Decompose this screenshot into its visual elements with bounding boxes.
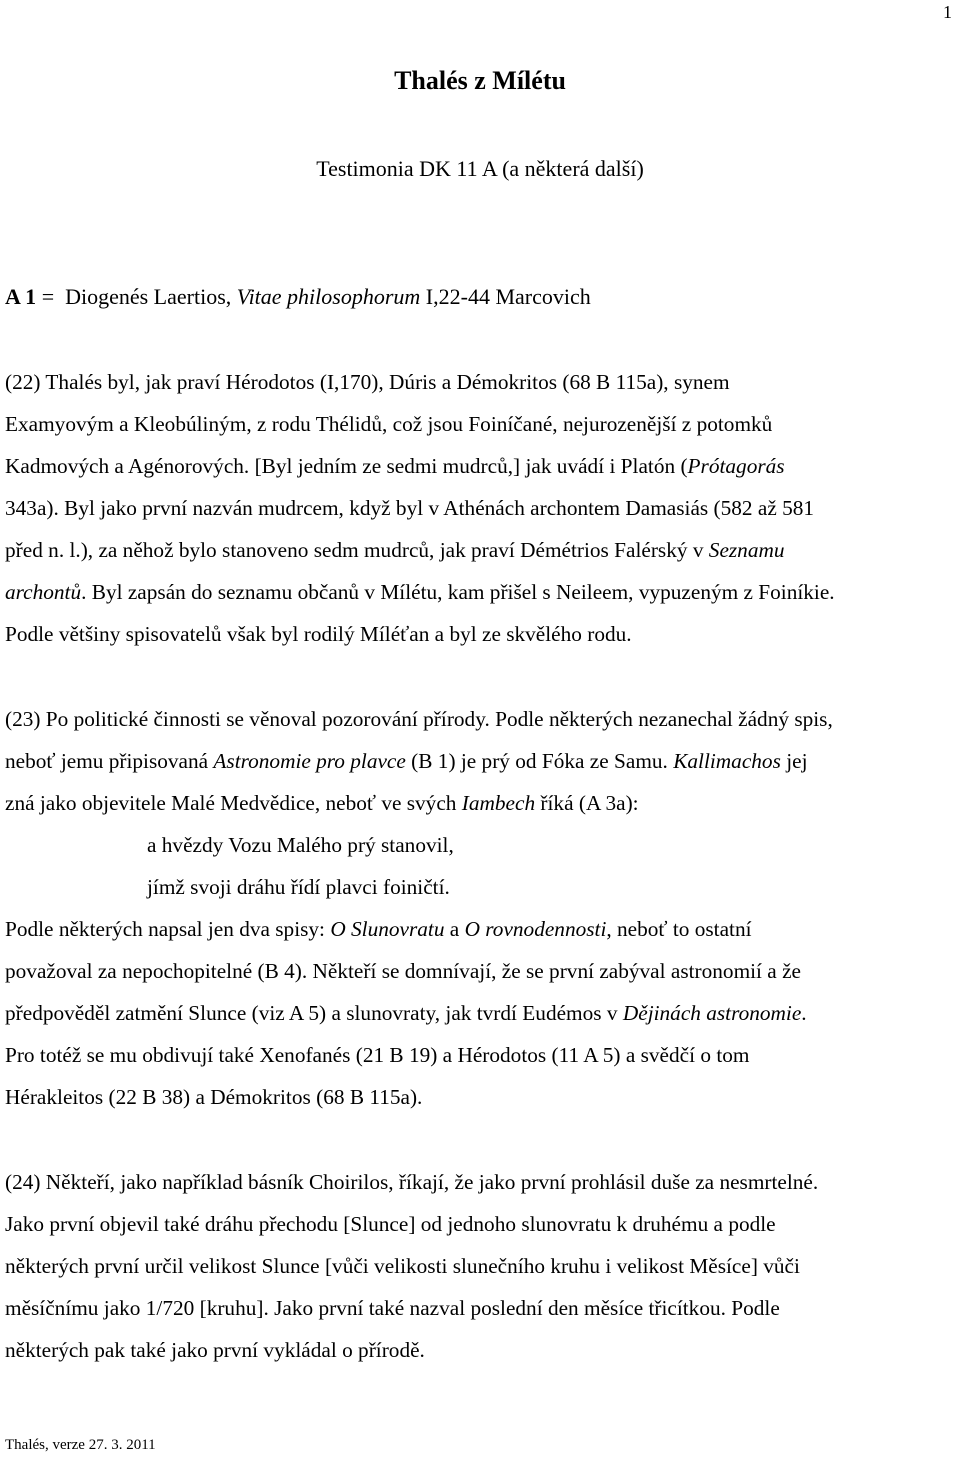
- text-line: (24) Někteří, jako například básník Choirilos, říkají, že jako první prohlásil duše za nesmrtelné.: [5, 1170, 819, 1194]
- text-line: [5, 571, 955, 613]
- testimony-label: A 1: [5, 284, 37, 309]
- text-line: Jako první objevil také dráhu přechodu [Slunce] od jednoho slunovratu k druhému a podle: [5, 1212, 776, 1236]
- text-line: některých pak také jako první vykládal o přírodě.: [5, 1338, 425, 1362]
- text-span: zná jako objevitele Malé Medvědice, neboť ve svých: [5, 791, 462, 815]
- text-span: .: [801, 1001, 807, 1025]
- italic-title: Dějinách astronomie: [622, 1001, 802, 1025]
- footer-version: Thalés, verze 27. 3. 2011: [5, 1437, 156, 1453]
- document-subtitle: Testimonia DK 11 A (a některá další): [316, 156, 644, 181]
- italic-title: Iambech: [461, 791, 536, 815]
- italic-title: archontů: [5, 580, 82, 604]
- text-line: [5, 782, 955, 824]
- text-line: [5, 445, 955, 487]
- source-locus: I,22-44 Marcovich: [420, 284, 591, 309]
- italic-title: Seznamu: [708, 538, 785, 562]
- text-span: předpověděl zatmění Slunce (viz A 5) a slunovraty, jak tvrdí Eudémos v: [5, 1001, 623, 1025]
- text-span: a: [444, 917, 465, 941]
- text-span: říká (A 3a):: [535, 791, 639, 815]
- italic-name: Kallimachos: [673, 749, 781, 773]
- text-line: [5, 529, 955, 571]
- text-span: . Byl zapsán do seznamu občanů v Mílétu, kam přišel s Neileem, vypuzeným z Foiníkie.: [81, 580, 835, 604]
- italic-title: O Slunovratu: [330, 917, 445, 941]
- text-span: Podle některých napsal jen dva spisy:: [5, 917, 331, 941]
- verse-line: jímž svoji dráhu řídí plavci foiničtí.: [147, 875, 450, 899]
- text-line: považoval za nepochopitelné (B 4). Někteří se domnívají, že se první zabýval astronomií a že: [5, 959, 801, 983]
- source-work-title: Vitae philosophorum: [236, 284, 421, 309]
- text-line: Hérakleitos (22 B 38) a Démokritos (68 B 115a).: [5, 1085, 423, 1109]
- text-line: Examyovým a Kleobúliným, z rodu Thélidů, což jsou Foiníčané, nejurozenější z potomků: [5, 412, 773, 436]
- text-line: 343a). Byl jako první nazván mudrcem, když byl v Athénách archontem Damasiás (582 až 581: [5, 496, 815, 520]
- text-line: měsíčnímu jako 1/720 [kruhu]. Jako první také nazval poslední den měsíce třicítkou. Podle: [5, 1296, 780, 1320]
- paragraph-22: [5, 361, 955, 655]
- text-line: [5, 908, 955, 950]
- paragraph-23: [5, 698, 955, 1118]
- text-span: jej: [780, 749, 808, 773]
- text-line: (22) Thalés byl, jak praví Hérodotos (I,170), Dúris a Démokritos (68 B 115a), synem: [5, 370, 730, 394]
- text-span: neboť jemu připisovaná: [5, 749, 214, 773]
- page-number: 1: [943, 2, 952, 22]
- text-line: Podle většiny spisovatelů však byl rodilý Míléťan a byl ze skvělého rodu.: [5, 622, 632, 646]
- italic-title: Astronomie pro plavce: [213, 749, 406, 773]
- paragraph-24: [5, 1161, 955, 1371]
- source-author: = Diogenés Laertios,: [36, 284, 237, 309]
- source-reference: [5, 284, 591, 310]
- verse-line: a hvězdy Vozu Malého prý stanovil,: [147, 833, 454, 857]
- document-title: Thalés z Mílétu: [394, 66, 566, 95]
- text-span: (B 1) je prý od Fóka ze Samu.: [405, 749, 674, 773]
- text-line: Pro totéž se mu obdivují také Xenofanés (21 B 19) a Hérodotos (11 A 5) a svědčí o tom: [5, 1043, 750, 1067]
- text-line: [5, 992, 955, 1034]
- text-line: některých první určil velikost Slunce [vůči velikosti slunečního kruhu i velikost Měsíce] vůči: [5, 1254, 800, 1278]
- text-line: [5, 740, 955, 782]
- text-span: Kadmových a Agénorových. [Byl jedním ze sedmi mudrců,] jak uvádí i Platón (: [5, 454, 688, 478]
- text-span: , neboť to ostatní: [606, 917, 752, 941]
- italic-title: O rovnodennosti: [464, 917, 607, 941]
- text-line: (23) Po politické činnosti se věnoval pozorování přírody. Podle některých nezanechal žádný spis,: [5, 707, 833, 731]
- italic-title: Prótagorás: [687, 454, 785, 478]
- text-span: před n. l.), za něhož bylo stanoveno sedm mudrců, jak praví Démétrios Falérský v: [5, 538, 709, 562]
